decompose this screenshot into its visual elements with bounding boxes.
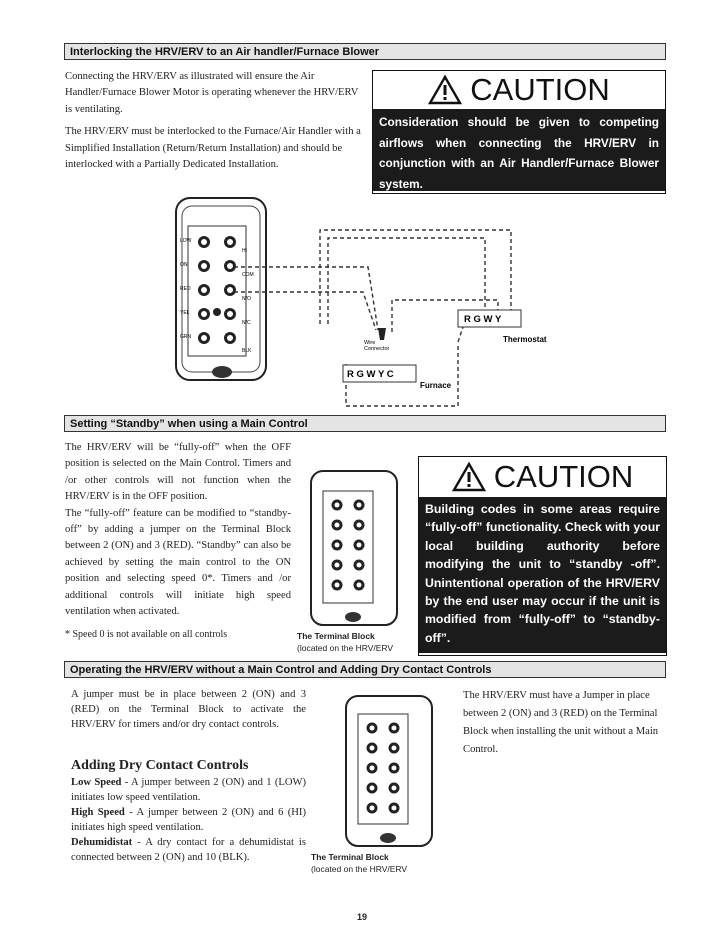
svg-text:BLK: BLK — [242, 348, 252, 354]
terminal-block-image-2 — [305, 467, 405, 631]
terminal-caption-2b: (located on the HRV/ERV — [297, 643, 394, 653]
svg-text:N/C: N/C — [242, 320, 251, 326]
svg-text:HI: HI — [242, 248, 247, 254]
caution-header-2 — [419, 457, 666, 497]
terminal-caption-3b: (located on the HRV/ERV — [311, 864, 408, 874]
caution-text-2: Building codes in some areas require “fully-off” functionality. Check with your local building authority before modifying the unit to “standby -off”. Unintentional operation of the HRV/ERV by the end user may occur if the unit is modified from “fully-off” to “standby-off”. — [419, 497, 666, 653]
caution-box-1 — [372, 70, 666, 194]
section-header-standby: Setting “Standby” when using a Main Control — [64, 415, 666, 432]
caution-header-1 — [373, 71, 665, 109]
section2-text — [65, 440, 291, 620]
svg-text:N/O: N/O — [242, 296, 251, 302]
section1-para1: Connecting the HRV/ERV as illustrated will ensure the Air Handler/Furnace Blower Motor is operating whenever the HRV/ERV is ventilating. — [65, 71, 359, 115]
warning-triangle-icon — [452, 462, 486, 492]
warning-triangle-icon — [428, 75, 462, 105]
section2-para1: The HRV/ERV will be “fully-off” when the OFF position is selected on the Main Control. Timers and /or other controls will not function when the HRV/ERV is in the OFF position. — [65, 442, 291, 503]
section2-para2: The “fully-off” feature can be modified to “standby-off” by adding a jumper on the Terminal Block between 2 (ON) and 3 (RED). “Standby” can also be achieved by setting the main control to the ON position and selecting speed 0*. Timers and /or additional controls will initiate high speed ventilation when activated. — [65, 507, 291, 618]
terminal-block-1 — [188, 226, 246, 356]
section3-para1: A jumper must be in place between 2 (ON) and 3 (RED) on the Terminal Block to activate the HRV/ERV for timers and/or dry contact controls. — [71, 689, 306, 730]
svg-text:RED: RED — [180, 286, 191, 292]
section-header-interlocking: Interlocking the HRV/ERV to an Air handler/Furnace Blower — [64, 43, 666, 60]
furnace-terminals: R G W Y C — [347, 369, 394, 380]
wire-connector-label: Wire — [364, 340, 376, 346]
caution-text-1: Consideration should be given to competing airflows when connecting the HRV/ERV in conjunction with an Air Handler/Furnace Blower system. — [373, 109, 665, 191]
svg-text:YEL: YEL — [180, 310, 190, 316]
page-number: 19 — [357, 912, 368, 922]
right-note: The HRV/ERV must have a Jumper in place between 2 (ON) and 3 (RED) on the Terminal Block when installing the unit without a Main Control. — [463, 690, 659, 755]
thermostat-label: Thermostat — [503, 335, 547, 344]
wiring-diagram — [168, 192, 547, 414]
section-header-dry-contact: Operating the HRV/ERV without a Main Control and Adding Dry Contact Controls — [64, 661, 666, 678]
furnace-label: Furnace — [420, 381, 452, 390]
low-speed-item: Low Speed - A jumper between 2 (ON) and 1 (LOW) initiates low speed ventilation. — [71, 777, 306, 803]
footnote-speed0: * Speed 0 is not available on all controls — [65, 629, 228, 640]
terminal-caption-2a: The Terminal Block — [297, 631, 375, 641]
section1-para2: The HRV/ERV must be interlocked to the Furnace/Air Handler with a Simplified Installation (Return/Return Installation) and should be interlocked with a Partially Dedicated Installation. — [65, 126, 361, 171]
term-label-low: LOW — [180, 238, 192, 244]
dry-contact-list — [71, 775, 306, 865]
svg-text:GRN: GRN — [180, 334, 192, 340]
high-speed-item: High Speed - A jumper between 2 (ON) and 6 (HI) initiates high speed ventilation. — [71, 807, 306, 833]
terminal-caption-3a: The Terminal Block — [311, 852, 389, 862]
svg-text:Connector: Connector — [364, 346, 390, 352]
caution-title-1: CAUTION — [470, 72, 610, 107]
caution-box-2 — [418, 456, 667, 656]
svg-text:COM: COM — [242, 272, 254, 278]
thermostat-terminals: R G W Y — [464, 314, 502, 325]
caution-title-2: CAUTION — [493, 459, 634, 494]
svg-text:ON: ON — [180, 262, 188, 268]
section1-text — [65, 69, 365, 179]
dry-contact-heading: Adding Dry Contact Controls — [71, 758, 249, 773]
terminal-block-image-3 — [340, 692, 440, 852]
dehumidistat-item: Dehumidistat - A dry contact for a dehumidistat is connected between 2 (ON) and 10 (BLK). — [71, 837, 306, 863]
